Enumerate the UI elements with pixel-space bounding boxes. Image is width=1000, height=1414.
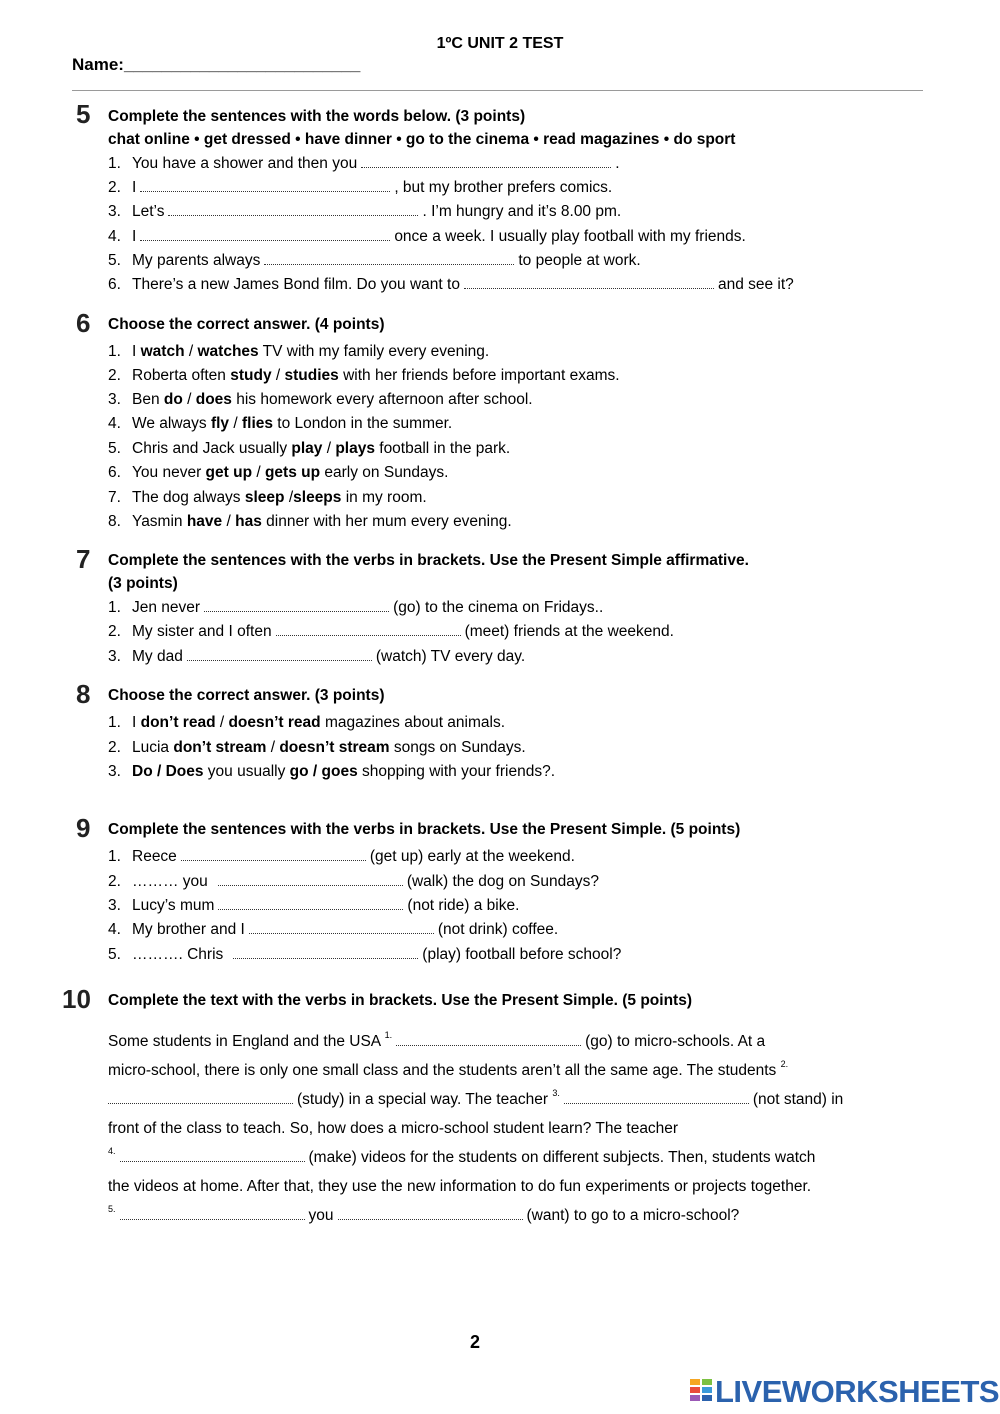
name-label: Name:_________________________: [72, 55, 361, 74]
option-b[interactable]: gets up: [264, 464, 321, 481]
list-item: 1. Jen never (go) to the cinema on Fridays..: [108, 599, 604, 616]
option-a[interactable]: get up: [205, 464, 253, 481]
option-a[interactable]: do: [163, 391, 183, 408]
option-b[interactable]: flies: [241, 415, 273, 432]
brand-name: LIVEWORKSHEETS: [715, 1374, 1000, 1409]
section-10-number: 10: [62, 984, 91, 1014]
list-item: 2. I , but my brother prefers comics.: [108, 179, 613, 196]
list-item: 1. Reece (get up) early at the weekend.: [108, 848, 575, 865]
list-item: 3. Do / Does you usually go / goes shopping with your friends?.: [108, 763, 556, 780]
liveworksheets-logo[interactable]: [690, 1374, 999, 1410]
answer-blank[interactable]: [564, 1092, 749, 1104]
option-a[interactable]: don’t stream: [173, 739, 267, 756]
answer-blank[interactable]: [120, 1150, 305, 1162]
option-b[interactable]: does: [195, 391, 232, 408]
section-8-number: 8: [76, 679, 91, 709]
section-9-number: 9: [76, 813, 91, 843]
test-title: 1ºC UNIT 2 TEST: [436, 35, 564, 52]
list-item: 6. You never get up / gets up early on Sundays.: [108, 464, 449, 481]
section-6-instruction: Choose the correct answer. (4 points): [108, 316, 385, 333]
option-a[interactable]: sleep: [244, 489, 285, 506]
option-b[interactable]: watches: [197, 343, 259, 360]
option-b[interactable]: doesn’t stream: [279, 739, 390, 756]
list-item: 5. Chris and Jack usually play / plays football in the park.: [108, 440, 511, 457]
list-item: 1. You have a shower and then you .: [108, 155, 620, 172]
list-item: 2. ……… you (walk) the dog on Sundays?: [108, 873, 599, 890]
section-7-instruction: Complete the sentences with the verbs in brackets. Use the Present Simple affirmative.: [108, 552, 749, 569]
text-line-3: (study) in a special way. The teacher $^{3.}$ (not stand) in: [108, 1091, 843, 1109]
text-line-4: front of the class to teach. So, how does a micro-school student learn? The teacher: [108, 1120, 679, 1137]
answer-blank[interactable]: [108, 1092, 293, 1104]
section-7-points: (3 points): [108, 575, 178, 592]
header-divider: [72, 90, 923, 91]
option-b[interactable]: go / goes: [289, 763, 358, 780]
text-line-2: micro-school, there is only one small class and the students aren’t all the same age. The students $^{2.}$: [108, 1059, 789, 1079]
section-5-instruction: Complete the sentences with the words below. (3 points): [108, 108, 526, 125]
text-line-7: $^{5.}$ you (want) to go to a micro-school?: [108, 1204, 740, 1224]
answer-blank[interactable]: [361, 156, 611, 168]
answer-blank[interactable]: [181, 849, 366, 861]
option-a[interactable]: study: [230, 367, 272, 384]
list-item: 4. My brother and I (not drink) coffee.: [108, 921, 559, 938]
list-item: 3. Ben do / does his homework every afternoon after school.: [108, 391, 533, 408]
answer-blank[interactable]: [249, 922, 434, 934]
list-item: 4. We always fly / flies to London in the summer.: [108, 415, 453, 432]
option-b[interactable]: plays: [335, 440, 375, 457]
section-5-number: 5: [76, 99, 91, 129]
answer-blank[interactable]: [464, 277, 714, 289]
section-10-instruction: Complete the text with the verbs in brackets. Use the Present Simple. (5 points): [108, 992, 692, 1009]
list-item: 5. My parents always to people at work.: [108, 252, 641, 269]
option-a[interactable]: play: [291, 440, 323, 457]
text-line-5: $^{4.}$ (make) videos for the students on different subjects. Then, students watch: [108, 1146, 816, 1166]
section-8-instruction: Choose the correct answer. (3 points): [108, 687, 385, 704]
list-item: 3. Lucy’s mum (not ride) a bike.: [108, 897, 520, 914]
option-a[interactable]: watch: [140, 343, 185, 360]
option-b[interactable]: has: [235, 513, 262, 530]
answer-blank[interactable]: [187, 649, 372, 661]
list-item: 1. I don’t read / doesn’t read magazines about animals.: [108, 714, 506, 731]
text-line-1: Some students in England and the USA $^{1.}$ (go) to micro-schools. At a: [108, 1030, 766, 1050]
list-item: 1. I watch / watches TV with my family every evening.: [108, 343, 490, 360]
list-item: 5. ………. Chris (play) football before school?: [108, 946, 622, 963]
text-line-6: the videos at home. After that, they use the new information to do fun experiments or projects together.: [108, 1178, 812, 1195]
section-5-word-bank: chat online • get dressed • have dinner • go to the cinema • read magazines • do sport: [108, 131, 736, 148]
page-number: 2: [469, 1332, 480, 1352]
answer-blank[interactable]: [140, 180, 390, 192]
answer-blank[interactable]: [338, 1208, 523, 1220]
list-item: 7. The dog always sleep /sleeps in my room.: [108, 489, 427, 506]
section-9-instruction: Complete the sentences with the verbs in brackets. Use the Present Simple. (5 points): [108, 821, 741, 838]
list-item: 4. I once a week. I usually play football with my friends.: [108, 228, 746, 245]
answer-blank[interactable]: [233, 947, 418, 959]
section-7-number: 7: [76, 544, 91, 574]
list-item: 3. Let’s . I’m hungry and it’s 8.00 pm.: [108, 203, 622, 220]
answer-blank[interactable]: [140, 229, 390, 241]
worksheet-grid-icon: [690, 1377, 712, 1408]
list-item: 6. There’s a new James Bond film. Do you want to and see it?: [108, 276, 794, 293]
answer-blank[interactable]: [276, 624, 461, 636]
answer-blank[interactable]: [218, 874, 403, 886]
answer-blank[interactable]: [396, 1034, 581, 1046]
option-a[interactable]: Do / Does: [132, 763, 204, 780]
option-b[interactable]: doesn’t read: [228, 714, 321, 731]
option-a[interactable]: don’t read: [140, 714, 216, 731]
answer-blank[interactable]: [218, 898, 403, 910]
list-item: 2. My sister and I often (meet) friends at the weekend.: [108, 623, 674, 640]
option-a[interactable]: fly: [210, 415, 230, 432]
answer-blank[interactable]: [168, 204, 418, 216]
answer-blank[interactable]: [120, 1208, 305, 1220]
answer-blank[interactable]: [204, 600, 389, 612]
option-b[interactable]: studies: [284, 367, 339, 384]
option-a[interactable]: have: [186, 513, 223, 530]
list-item: 2. Roberta often study / studies with her friends before important exams.: [108, 367, 620, 384]
list-item: 3. My dad (watch) TV every day.: [108, 648, 526, 665]
list-item: 2. Lucia don’t stream / doesn’t stream songs on Sundays.: [108, 739, 526, 756]
option-b[interactable]: sleeps: [293, 489, 342, 506]
list-item: 8. Yasmin have / has dinner with her mum every evening.: [108, 513, 512, 530]
answer-blank[interactable]: [264, 253, 514, 265]
section-6-number: 6: [76, 308, 91, 338]
